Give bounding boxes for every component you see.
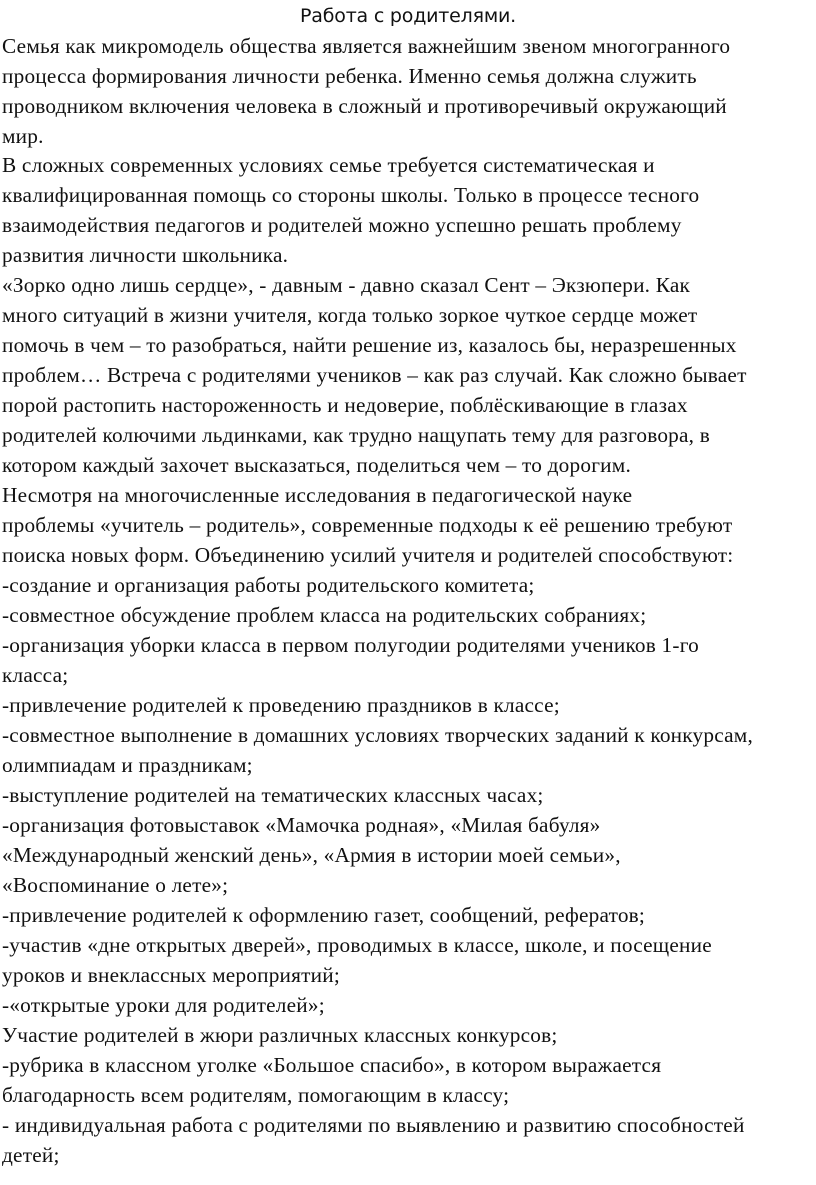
- text-line: поиска новых форм. Объединению усилий учителя и родителей способствуют:: [2, 543, 734, 567]
- text-line: Участие родителей в жюри различных классных конкурсов;: [2, 1023, 558, 1047]
- text-line: -«открытые уроки для родителей»;: [2, 993, 325, 1017]
- text-line: помочь в чем – то разобраться, найти решение из, казалось бы, неразрешенных: [2, 333, 737, 357]
- text-line: проблем… Встреча с родителями учеников – как раз случай. Как сложно бывает: [2, 363, 747, 387]
- text-line: проблемы «учитель – родитель», современные подходы к её решению требуют: [2, 513, 733, 537]
- text-line: взаимодействия педагогов и родителей можно успешно решать проблему: [2, 213, 682, 237]
- text-line: -рубрика в классном уголке «Большое спасибо», в котором выражается: [2, 1053, 662, 1077]
- text-line: -совместное выполнение в домашних условиях творческих заданий к конкурсам,: [2, 723, 753, 747]
- text-line: класса;: [2, 663, 69, 687]
- text-line: -участив «дне открытых дверей», проводимых в классе, школе, и посещение: [2, 933, 712, 957]
- text-line: «Международный женский день», «Армия в истории моей семьи»,: [2, 843, 621, 867]
- text-line: -привлечение родителей к оформлению газет, сообщений, рефератов;: [2, 903, 646, 927]
- text-line: развития личности школьника.: [2, 243, 289, 267]
- text-line: мир.: [2, 124, 44, 148]
- text-line: -организация фотовыставок «Мамочка родная», «Милая бабуля»: [2, 813, 601, 837]
- text-line: В сложных современных условиях семье требуется систематическая и: [2, 153, 655, 177]
- text-line: «Зорко одно лишь сердце», - давным - давно сказал Сент – Экзюпери. Как: [2, 273, 691, 297]
- page-title: Работа с родителями.: [300, 5, 516, 27]
- text-line: процесса формирования личности ребенка. Именно семья должна служить: [2, 64, 697, 88]
- text-line: квалифицированная помощь со стороны школы. Только в процессе тесного: [2, 183, 700, 207]
- text-line: -создание и организация работы родительского комитета;: [2, 573, 535, 597]
- text-line: много ситуаций в жизни учителя, когда только зоркое чуткое сердце может: [2, 303, 698, 327]
- text-line: уроков и внеклассных мероприятий;: [2, 963, 340, 987]
- text-line: олимпиадам и праздникам;: [2, 753, 253, 777]
- text-line: порой растопить настороженность и недоверие, поблёскивающие в глазах: [2, 393, 688, 417]
- text-line: котором каждый захочет высказаться, поделиться чем – то дорогим.: [2, 453, 631, 477]
- text-line: детей;: [2, 1143, 60, 1167]
- text-line: благодарность всем родителям, помогающим в классу;: [2, 1083, 510, 1107]
- text-line: Семья как микромодель общества является важнейшим звеном многогранного: [2, 34, 731, 58]
- text-line: Несмотря на многочисленные исследования в педагогической науке: [2, 483, 633, 507]
- text-line: - индивидуальная работа с родителями по выявлению и развитию способностей: [2, 1113, 745, 1137]
- text-line: -организация уборки класса в первом полугодии родителями учеников 1-го: [2, 633, 699, 657]
- text-line: проводником включения человека в сложный и противоречивый окружающий: [2, 94, 727, 118]
- text-line: родителей колючими льдинками, как трудно нащупать тему для разговора, в: [2, 423, 710, 447]
- text-line: -выступление родителей на тематических классных часах;: [2, 783, 544, 807]
- text-line: -привлечение родителей к проведению праздников в классе;: [2, 693, 560, 717]
- text-line: -совместное обсуждение проблем класса на родительских собраниях;: [2, 603, 647, 627]
- text-line: «Воспоминание о лете»;: [2, 873, 229, 897]
